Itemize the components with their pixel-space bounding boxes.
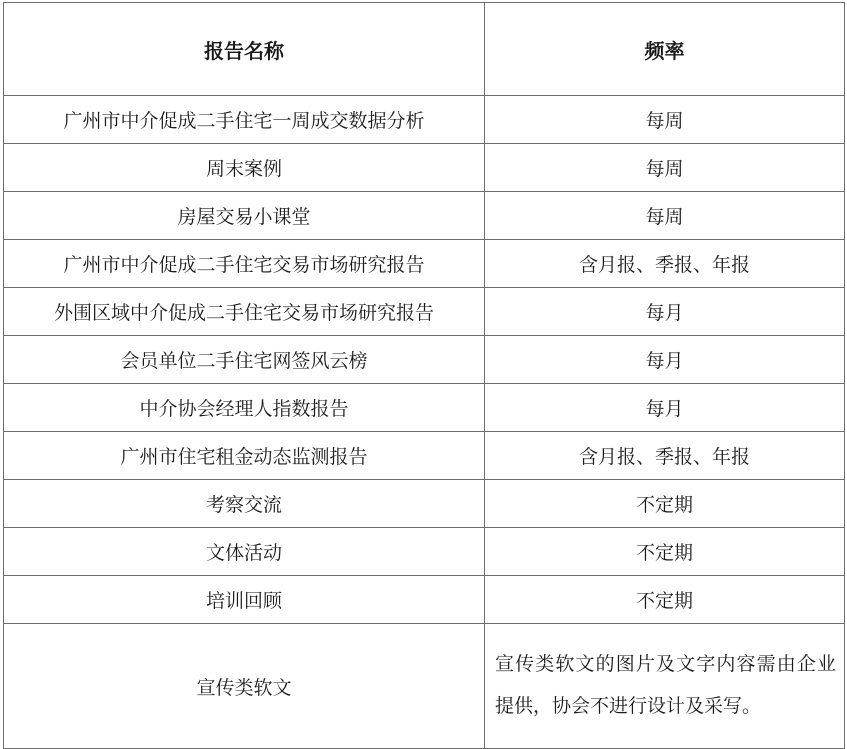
- report-frequency-table: [3, 2, 845, 749]
- frequency-cell: 每月: [485, 288, 845, 336]
- table-row: [4, 240, 845, 288]
- report-name-cell: 中介协会经理人指数报告: [4, 384, 485, 432]
- report-name-cell: 广州市中介促成二手住宅一周成交数据分析: [4, 96, 485, 144]
- table-row: [4, 144, 845, 192]
- table-row: [4, 336, 845, 384]
- report-name-cell: 广州市中介促成二手住宅交易市场研究报告: [4, 240, 485, 288]
- table-header-row: [4, 3, 845, 96]
- frequency-note-cell: 宣传类软文的图片及文字内容需由企业提供，协会不进行设计及采写。: [485, 624, 845, 749]
- report-name-cell: 文体活动: [4, 528, 485, 576]
- table-row: [4, 288, 845, 336]
- frequency-cell: 每月: [485, 384, 845, 432]
- table-row: [4, 432, 845, 480]
- frequency-cell: 每周: [485, 96, 845, 144]
- table-row: [4, 624, 845, 749]
- table-row: [4, 192, 845, 240]
- header-frequency: 频率: [485, 3, 845, 96]
- frequency-cell: 每周: [485, 192, 845, 240]
- frequency-cell: 不定期: [485, 528, 845, 576]
- report-name-cell: 会员单位二手住宅网签风云榜: [4, 336, 485, 384]
- frequency-cell: 含月报、季报、年报: [485, 240, 845, 288]
- frequency-cell: 每月: [485, 336, 845, 384]
- report-name-cell: 宣传类软文: [4, 624, 485, 749]
- frequency-cell: 每周: [485, 144, 845, 192]
- table-row: [4, 576, 845, 624]
- report-name-cell: 周末案例: [4, 144, 485, 192]
- frequency-cell: 含月报、季报、年报: [485, 432, 845, 480]
- header-report-name: 报告名称: [4, 3, 485, 96]
- report-name-cell: 培训回顾: [4, 576, 485, 624]
- report-name-cell: 广州市住宅租金动态监测报告: [4, 432, 485, 480]
- report-name-cell: 外围区域中介促成二手住宅交易市场研究报告: [4, 288, 485, 336]
- table-row: [4, 480, 845, 528]
- frequency-cell: 不定期: [485, 576, 845, 624]
- table-row: [4, 528, 845, 576]
- report-name-cell: 考察交流: [4, 480, 485, 528]
- table-row: [4, 96, 845, 144]
- report-name-cell: 房屋交易小课堂: [4, 192, 485, 240]
- table-row: [4, 384, 845, 432]
- frequency-cell: 不定期: [485, 480, 845, 528]
